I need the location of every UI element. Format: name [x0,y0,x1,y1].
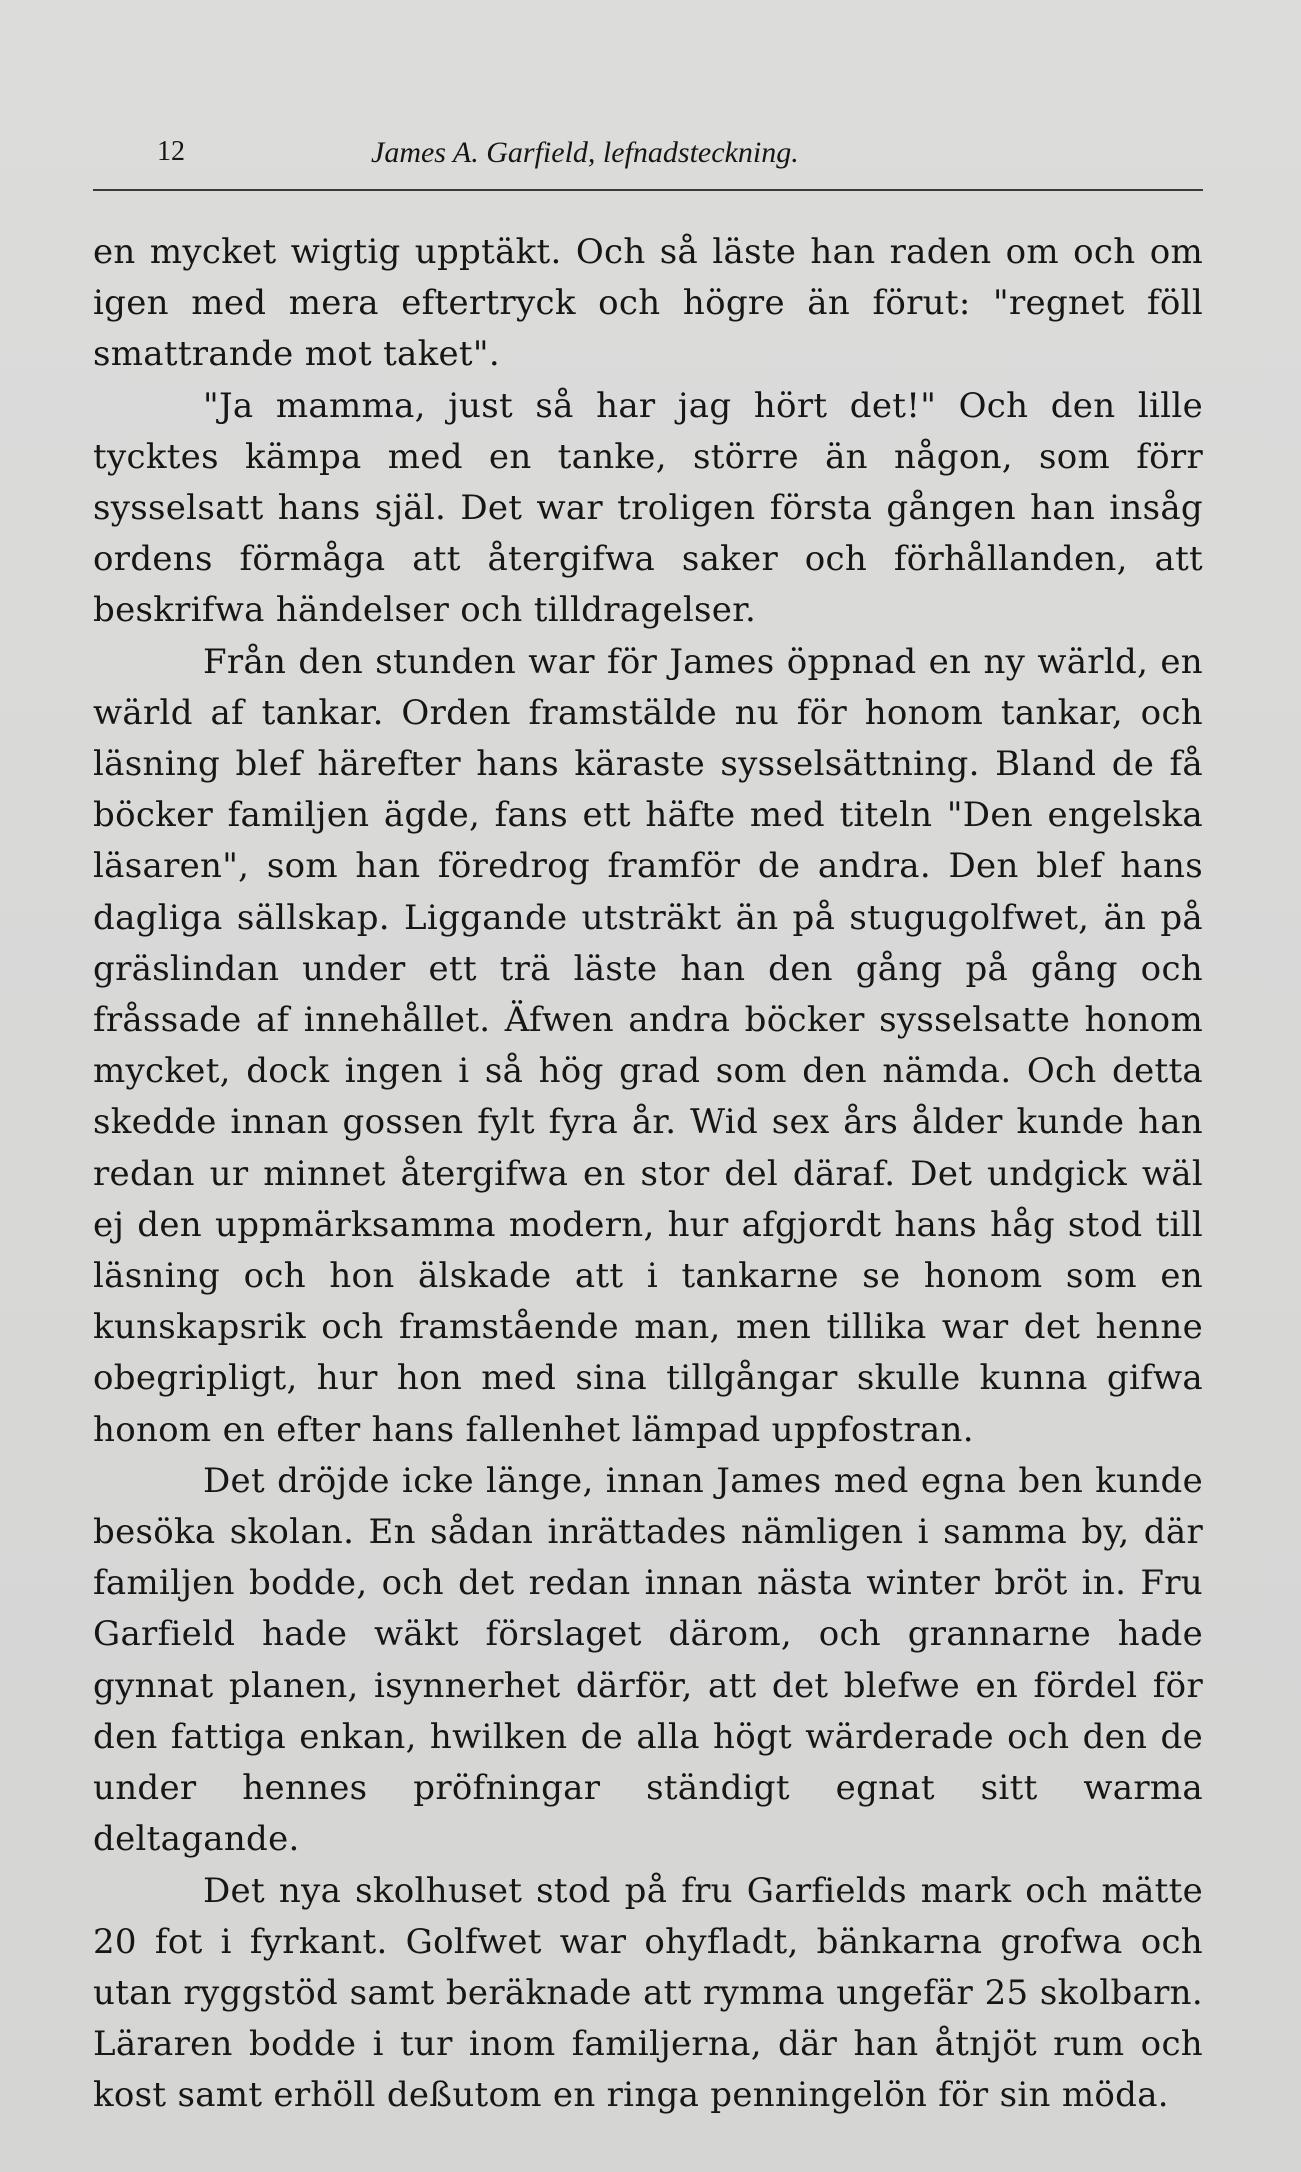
paragraph: Det dröjde icke länge, innan James med egna ben kunde besöka skolan. En sådan inrättades nämligen i samma by, där familjen bodde, och det redan innan nästa winter bröt in. Fru Garfield hade wäkt förslaget därom, och grannarne hade gynnat planen, isynnerhet därför, att det blefwe en fördel för den fattiga enkan, hwilken de alla högt wärderade och den de under hennes pröfningar ständigt egnat sitt warma deltagande. [93,1460,1203,1860]
paragraph: Från den stunden war för James öppnad en ny wärld, en wärld af tankar. Orden framstälde nu för honom tankar, och läsning blef härefter hans käraste sysselsättning. Bland de få böcker familjen ägde, fans ett häfte med titeln "Den engelska läsaren", som han föredrog framför de andra. Den blef hans dagliga sällskap. Liggande utsträkt än på stugugolfwet, än på gräslindan under ett trä läste han den gång på gång och fråssade af innehållet. Äfwen andra böcker sysselsatte honom mycket, dock ingen i så hög grad som den nämda. Och detta skedde innan gossen fylt fyra år. Wid sex års ålder kunde han redan ur minnet återgifwa en stor del däraf. Det undgick wäl ej den uppmärksamma modern, hur afgjordt hans håg stod till läsning och hon älskade att i tankarne se honom som en kunskapsrik och framstående man, men tillika war det henne obegripligt, hur hon med sina tillgångar skulle kunna gifwa honom en efter hans fallenhet lämpad uppfostran. [93,641,1203,1450]
paragraph: "Ja mamma, just så har jag hört det!" Och den lille tycktes kämpa med en tanke, större än någon, som förr sysselsatt hans själ. Det war troligen första gången han insåg ordens förmåga att återgifwa saker och förhållanden, att beskrifwa händelser och tilldragelser. [93,385,1203,631]
paragraph-continued: en mycket wigtig upptäkt. Och så läste han raden om och om igen med mera eftertryck och högre än förut: "regnet föll smattrande mot taket". [93,232,1203,375]
body-text [93,227,1203,2122]
page-header [93,136,1203,176]
paragraph: Det nya skolhuset stod på fru Garfields mark och mätte 20 fot i fyrkant. Golfwet war ohyfladt, bänkarna grofwa och utan ryggstöd samt beräknade att rymma ungefär 25 skolbarn. Läraren bodde i tur inom familjerna, där han åtnjöt rum och kost samt erhöll deßutom en ringa penningelön för sin möda. [93,1870,1203,2116]
running-title: James A. Garfield, lefnadsteckning. [371,136,799,169]
page-number: 12 [157,136,185,167]
header-divider [93,189,1203,191]
